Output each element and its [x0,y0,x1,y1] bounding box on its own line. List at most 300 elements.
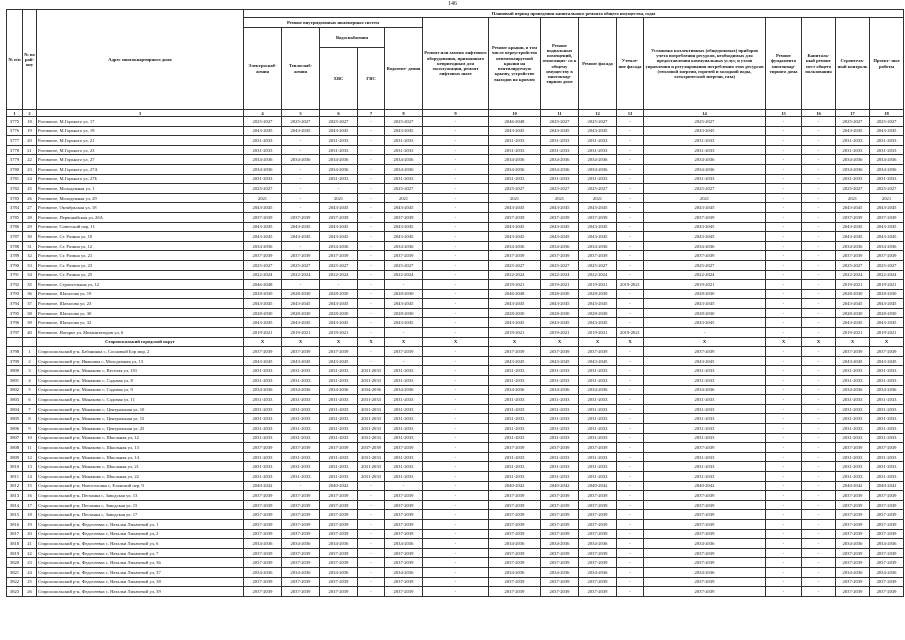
table-cell: 2031-2033 [541,424,579,434]
table-cell: 2031-2033 [320,433,358,443]
table-cell: 11 [23,443,37,453]
table-cell: 2037-2039 [385,510,423,520]
table-cell: 2037-2039 [541,212,579,222]
table-cell: 2028-2030 [644,308,766,318]
table-cell: 2037-2039 [541,510,579,520]
table-cell: - [766,145,802,155]
table-cell: - [617,424,644,434]
table-cell: 2034-2036 [489,539,541,549]
table-cell: 2031-2033 [870,395,904,405]
table-cell: 2031-2033 [644,452,766,462]
section-marker: X [802,337,836,347]
table-cell: 2037-2039 [541,491,579,501]
section-marker: X [836,337,870,347]
table-cell: 2025-2027 [644,184,766,194]
address-cell: Роговатое, М.Горького ул, 27Б [37,174,244,184]
table-cell: - [358,212,385,222]
address-cell: Роговатое, Молодежная ул, 1 [37,184,244,194]
table-cell: - [617,452,644,462]
table-cell: 2019-2021 [541,280,579,290]
table-cell: 2037-2039 [836,558,870,568]
table-cell: 2031-2033 [489,395,541,405]
table-cell: 2034-2036 [579,539,617,549]
table-cell: 2037-2039 [870,347,904,357]
address-cell: Роговатое, М.Горького ул, 17 [37,117,244,127]
table-cell: - [617,126,644,136]
table-row [7,529,904,539]
table-cell: - [358,328,385,338]
table-cell: 2025-2027 [579,184,617,194]
table-cell: 24 [23,567,37,577]
header-col-region-number: № по рай- ону [23,10,37,110]
table-cell: 2034-2036 [385,567,423,577]
table-cell: 3817 [7,529,23,539]
table-cell: - [423,510,489,520]
section-marker: X [244,337,282,347]
table-cell: - [766,567,802,577]
table-cell: 15 [23,481,37,491]
table-cell: - [766,471,802,481]
table-cell: 2037-2039 [579,577,617,587]
table-cell: 2025-2027 [320,117,358,127]
table-cell: 2037-2039 [320,500,358,510]
table-cell: 3786 [7,222,23,232]
table-cell: - [766,280,802,290]
table-cell: - [423,299,489,309]
table-cell: 2031-2033 [489,145,541,155]
table-cell: - [766,328,802,338]
table-cell: 2028-2030 [282,308,320,318]
table-cell: - [358,481,385,491]
table-cell: 2031-2033 [579,471,617,481]
table-cell: 2037-2039 [579,529,617,539]
table-cell: 2034-2036 [541,164,579,174]
section-marker: X [385,337,423,347]
table-cell: 2031-2033 [541,462,579,472]
table-cell: 2031-2033 [870,136,904,146]
table-cell: - [423,529,489,539]
table-cell: 2043-2045 [836,318,870,328]
table-cell: 2031-2033 [385,452,423,462]
table-cell: 2043-2045 [385,203,423,213]
table-row [7,376,904,386]
table-cell: 6 [23,395,37,405]
table-cell: 2043-2045 [870,203,904,213]
table-cell: 2019-2021 [489,280,541,290]
table-cell: - [423,491,489,501]
table-cell: - [766,193,802,203]
table-cell: - [617,539,644,549]
table-cell: 2037-2039 [489,500,541,510]
table-cell: 2028-2030 [320,289,358,299]
column-number: 1 [7,110,23,117]
table-cell: 2034-2036 [282,539,320,549]
header-water-supply: Водоснабжения [320,28,385,48]
table-cell: - [802,433,836,443]
table-cell: 2031-2033 [489,462,541,472]
address-cell: Роговатое, М.Горького ул, 21 [37,136,244,146]
table-row [7,155,904,165]
table-cell: 2031-2033 [870,424,904,434]
table-cell: 2043-2045 [541,299,579,309]
table-cell: 2031-2033 [244,471,282,481]
table-cell: - [802,471,836,481]
table-cell: 3799 [7,356,23,366]
table-cell: 2046-2048 [244,280,282,290]
table-cell: 2037-2039 [244,548,282,558]
table-cell: 2037-2039 [282,587,320,597]
table-cell: 2037-2039 [320,529,358,539]
table-cell: 2031-2033 [541,471,579,481]
address-cell: Старооскольский р-н, Песчанка с, Заводская ул, 17 [37,510,244,520]
table-cell: - [358,193,385,203]
table-cell: 3802 [7,385,23,395]
table-cell: 2031-2033 [870,452,904,462]
table-row [7,366,904,376]
table-cell: 2034-2036 [836,155,870,165]
column-number: 18 [870,110,904,117]
table-cell: 2031-2033 [385,471,423,481]
table-cell: 2025-2027 [836,184,870,194]
table-cell: 2037-2039 [579,587,617,597]
table-cell: 2034-2036 [244,539,282,549]
table-cell: - [423,471,489,481]
table-cell: 2034-2036 [320,155,358,165]
table-cell: 2043-2045 [385,232,423,242]
column-number-row [7,110,904,117]
table-cell: 23 [23,558,37,568]
table-cell: 2022-2024 [320,270,358,280]
table-cell: 2037-2039 [320,251,358,261]
column-number: 16 [802,110,836,117]
table-cell: 2031-2033 [870,366,904,376]
column-number: 15 [766,110,802,117]
table-cell: 2031-2033 [579,136,617,146]
table-cell: 2037-2039 [244,491,282,501]
table-cell: - [766,136,802,146]
table-cell: 2025-2027 [541,117,579,127]
table-cell: 2034-2036 [579,164,617,174]
address-cell: Старооскольский р-н, Ивановка с, Молодежная ул, 13 [37,356,244,366]
table-cell: 2034-2036 [579,241,617,251]
table-cell: 2037-2039 [870,587,904,597]
table-cell: - [617,347,644,357]
table-cell: 5 [23,385,37,395]
table-cell: 2025-2027 [385,184,423,194]
table-cell: 2025-2027 [836,117,870,127]
table-cell: 2019-2021 [870,280,904,290]
table-cell: 2037-2039 [385,347,423,357]
table-cell: 2037-2039 [489,548,541,558]
table-cell: 2043-2045 [541,318,579,328]
table-cell: - [320,184,358,194]
table-cell: 2043-2045 [320,356,358,366]
table-cell: 2031-2033 [579,462,617,472]
table-cell: 2043-2045 [320,299,358,309]
table-cell: - [617,471,644,481]
table-cell: - [423,481,489,491]
table-cell: 2031-2033 [244,395,282,405]
table-cell: - [617,270,644,280]
table-cell: 2031-2033 [489,452,541,462]
table-cell: - [358,117,385,127]
table-cell: - [766,289,802,299]
table-cell: 3782 [7,184,23,194]
table-cell: - [766,376,802,386]
table-cell: - [358,318,385,328]
table-cell: 36 [23,289,37,299]
table-cell: 2043-2045 [644,356,766,366]
table-cell: - [282,184,320,194]
table-cell: 2037-2039 [836,548,870,558]
table-cell: - [766,395,802,405]
table-cell: 2031-2033 [644,414,766,424]
table-cell: - [423,164,489,174]
table-cell: 2037-2039 [244,587,282,597]
table-cell: 2034-2036 [644,385,766,395]
table-cell: 2043-2045 [836,126,870,136]
table-cell: 2034-2036 [644,567,766,577]
table-cell: - [423,443,489,453]
table-cell: 2031-2033 [579,366,617,376]
table-cell: 2034-2036 [579,385,617,395]
table-cell: 38 [23,308,37,318]
table-cell: 2037-2039 [489,529,541,539]
table-cell: 2031-2033 [836,366,870,376]
table-cell: 2034-2036 [320,567,358,577]
table-cell: - [423,117,489,127]
table-cell: 2031-2033 [358,471,385,481]
table-cell: 2025-2027 [385,117,423,127]
table-cell: 2034-2036 [541,385,579,395]
table-cell: 2043-2045 [579,299,617,309]
table-cell: 2043-2045 [870,126,904,136]
table-cell: - [802,424,836,434]
table-cell: 2 [23,356,37,366]
address-cell: Роговатое, Октябрьская ул, 18 [37,203,244,213]
table-cell: 2037-2039 [244,347,282,357]
table-cell: - [358,539,385,549]
table-cell: - [617,356,644,366]
table-cell: 2025-2027 [489,260,541,270]
table-cell: 30 [23,232,37,242]
table-cell: 2034-2036 [385,164,423,174]
table-cell: 2037-2039 [320,558,358,568]
table-cell: 2031-2033 [489,414,541,424]
table-cell: 2031-2033 [385,433,423,443]
table-cell: - [385,356,423,366]
table-cell: 2031-2033 [870,145,904,155]
table-cell: 2034-2036 [489,385,541,395]
table-cell: 2031-2033 [282,462,320,472]
table-row [7,232,904,242]
table-cell: 2034-2036 [836,567,870,577]
table-cell: 2031-2033 [320,145,358,155]
table-cell: 3809 [7,452,23,462]
table-cell: - [617,251,644,261]
table-cell: 2037-2039 [644,347,766,357]
table-cell: - [358,510,385,520]
table-cell: 2037-2039 [836,510,870,520]
table-cell: - [423,203,489,213]
table-cell: 2034-2036 [320,164,358,174]
table-cell: 2019-2021 [489,328,541,338]
table-cell: 2037-2039 [320,443,358,453]
table-cell: 2021 [489,193,541,203]
table-cell: 2028-2030 [320,308,358,318]
section-marker: X [489,337,541,347]
table-cell: - [617,318,644,328]
table-cell: 2031-2033 [489,376,541,386]
section-marker: X [579,337,617,347]
table-cell: - [766,299,802,309]
table-cell: 2037-2039 [836,491,870,501]
table-cell: 2031-2033 [541,452,579,462]
table-cell: 2025-2027 [644,117,766,127]
address-cell: Роговатое, Нагорье ул, Механизаторов ул, 6 [37,328,244,338]
table-cell: 2037-2039 [489,443,541,453]
table-cell: - [802,136,836,146]
table-row [7,500,904,510]
table-cell: 2031-2033 [358,414,385,424]
table-cell: - [802,567,836,577]
table-cell: 2037-2039 [870,491,904,501]
table-cell: 2037-2039 [579,548,617,558]
table-cell: 2043-2045 [320,126,358,136]
table-row [7,174,904,184]
table-cell: 2046-2048 [489,117,541,127]
table-cell: 2043-2045 [244,356,282,366]
table-cell: 17 [23,500,37,510]
table-cell: 2031-2033 [836,376,870,386]
table-cell: 2031-2033 [320,404,358,414]
table-cell: 29 [23,222,37,232]
table-cell: 2037-2039 [385,529,423,539]
header-basement: Ремонт подвальных помещений, относящих- ся к общему имуществу в многоквар- тирном доме [541,18,579,110]
table-cell: 2037-2039 [244,529,282,539]
table-cell: - [423,424,489,434]
table-cell: 2037-2039 [282,577,320,587]
table-cell: 2031-2033 [489,471,541,481]
table-row [7,567,904,577]
table-cell: 2043-2045 [644,126,766,136]
table-cell: - [802,587,836,597]
table-cell: - [282,193,320,203]
table-cell: - [358,289,385,299]
table-cell: 2021 [320,193,358,203]
table-cell: 25 [23,184,37,194]
table-cell: - [358,548,385,558]
table-cell: 2031-2033 [489,366,541,376]
table-cell: 2031-2033 [870,376,904,386]
table-cell: 2037-2039 [644,548,766,558]
table-row [7,212,904,222]
table-cell: 2043-2045 [541,232,579,242]
table-cell: 3784 [7,203,23,213]
table-cell: - [802,251,836,261]
table-cell: 3814 [7,500,23,510]
table-cell: 2037-2039 [541,519,579,529]
address-cell: Роговатое, Первомайская ул, 26А [37,212,244,222]
table-cell: 2028-2030 [244,289,282,299]
table-cell: - [423,414,489,424]
address-cell: Старооскольский р-н, Песчанка с, Заводская ул, 13 [37,491,244,501]
table-cell: 2043-2045 [244,222,282,232]
table-cell: 18 [23,510,37,520]
table-row [7,443,904,453]
table-cell: 2037-2039 [836,500,870,510]
table-cell: 2037-2039 [320,587,358,597]
table-cell: - [617,203,644,213]
table-cell: - [617,500,644,510]
table-cell: 2037-2039 [644,251,766,261]
table-cell: - [423,433,489,443]
table-cell: 2031-2033 [320,452,358,462]
table-cell: - [617,587,644,597]
table-cell: 2037-2039 [579,212,617,222]
table-cell: 2043-2045 [244,126,282,136]
table-cell: - [617,385,644,395]
table-cell: - [358,567,385,577]
table-cell: 2031-2033 [870,471,904,481]
address-cell: Старооскольский р-н, Бабанинка с, Сосновый Бор мкр, 2 [37,347,244,357]
column-number: 7 [358,110,385,117]
table-cell: - [766,481,802,491]
table-cell: 2037-2039 [489,212,541,222]
table-cell: 2040-2042 [836,481,870,491]
table-cell: 2028-2030 [541,289,579,299]
table-cell: - [802,193,836,203]
table-cell: 2037-2039 [282,519,320,529]
address-cell: Роговатое, Шаталова ул, 19 [37,289,244,299]
section-empty-cell [23,337,37,347]
table-cell: 2031-2033 [385,404,423,414]
table-cell: 2031-2033 [644,404,766,414]
table-cell: - [423,241,489,251]
table-cell: 2031-2033 [489,433,541,443]
table-cell: 3776 [7,126,23,136]
table-cell: - [423,318,489,328]
table-cell: 2031-2033 [320,376,358,386]
table-cell: 2034-2036 [644,164,766,174]
table-cell: 2031-2033 [385,424,423,434]
table-cell: 2031-2033 [320,462,358,472]
table-cell: 24 [23,174,37,184]
table-cell: 2034-2036 [385,155,423,165]
table-cell: 3812 [7,481,23,491]
table-cell: 2037-2039 [320,212,358,222]
table-cell: - [358,155,385,165]
table-cell: - [423,567,489,577]
table-cell: - [617,395,644,405]
table-row [7,587,904,597]
table-cell: 2043-2045 [870,222,904,232]
address-cell: Старооскольский р-н, Монаково с, Садовая ул, 9 [37,385,244,395]
table-cell: 2031-2033 [836,145,870,155]
table-cell: - [617,414,644,424]
table-cell: 2034-2036 [836,241,870,251]
table-cell: 23 [23,164,37,174]
address-cell: Старооскольский р-н, Песчанка с, Заводская ул, 15 [37,500,244,510]
table-cell: 2031-2033 [579,376,617,386]
table-cell: 2037-2039 [489,491,541,501]
table-cell: - [766,452,802,462]
table-cell: - [358,587,385,597]
table-cell: 2034-2036 [644,241,766,251]
table-cell: 2043-2045 [489,318,541,328]
table-cell: 2037-2039 [282,347,320,357]
table-row [7,308,904,318]
